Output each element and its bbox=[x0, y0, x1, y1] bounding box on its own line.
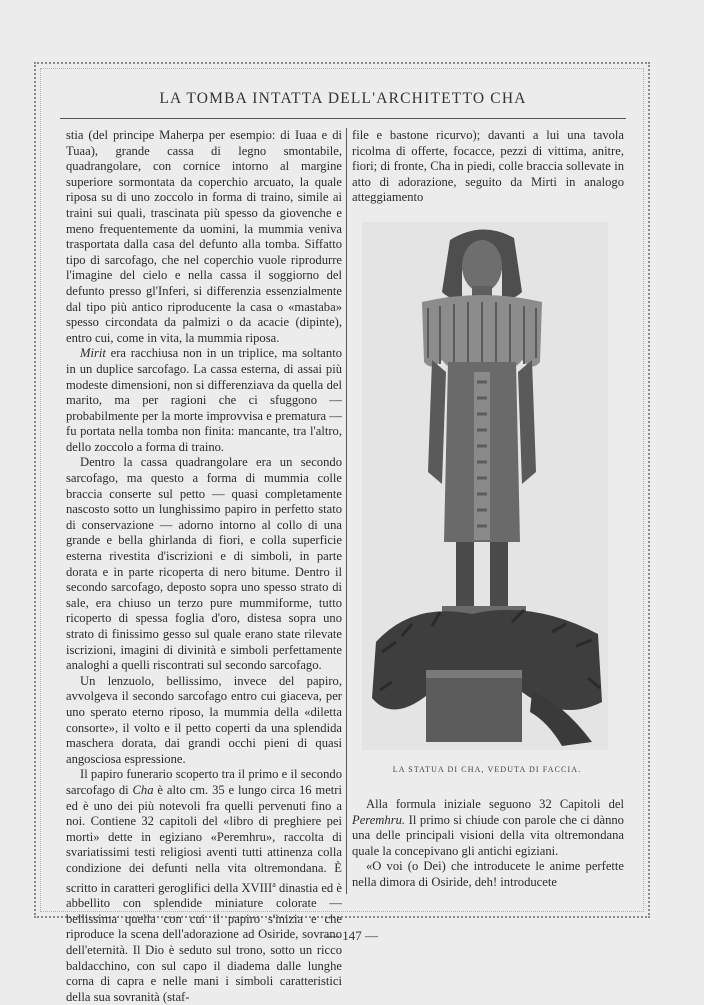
paragraph: Dentro la cassa quadrangolare era un secondo sarcofago, ma questo a forma di mummia colle braccia conserte sul petto — quasi completamente nascosto sotto un lunghissimo papiro in perfetto stato di conservazione — adorno intorno al collo di una grande e bella ghirlanda di fiori, e colla superficie esterna rivestita d'iscrizioni e di simboli, in parte dorata e in parte ricoperta di nero bitume. Dentro il secondo sarcofago, deposto sopra uno spesso strato di sale, era chiuso un terzo pure mummiforme, tutto ricoperto di spessa foglia d'oro, distesa sopra uno strato di finissimo gesso sul quale erano state rilevate iscrizioni, imagini di divinità e simboli perfettamente analoghi a quelli riscontrati sul secondo sarcofago. bbox=[66, 455, 342, 673]
right-column-bottom bbox=[352, 797, 624, 891]
right-column-top bbox=[352, 128, 624, 206]
paragraph: Un lenzuolo, bellissimo, invece del papiro, avvolgeva il secondo sarcofago entro cui giaceva, per uno sperato eterno riposo, la mummia della «diletta consorte», il volto e il petto coperti da una splendida maschera dorata, dai grandi occhi pieni di quasi angosciosa espressione. bbox=[66, 673, 342, 766]
paragraph: Mirit era racchiusa non in un triplice, ma soltanto in un duplice sarcofago. La cassa esterna, di assai più modeste dimensioni, non si differenziava da quella del marito, ma per ragioni che ci sfuggono — probabilmente per la morte improvvisa e prematura — fu portata nella tomba non finita: mancante, tra l'altro, dello zoccolo a forma di traino. bbox=[66, 346, 342, 454]
superscript-a: a bbox=[272, 879, 276, 889]
column-divider bbox=[346, 128, 347, 894]
statue-of-cha-image bbox=[362, 222, 608, 750]
running-title: LA TOMBA INTATTA DELL'ARCHITETTO CHA bbox=[159, 90, 527, 107]
statue-photograph bbox=[362, 222, 608, 750]
paragraph: Il papiro funerario scoperto tra il primo e il secondo sarcofago di Cha è alto cm. 35 e lungo circa 16 metri ed è uno dei più notevoli fra quelli pervenuti fino a noi. Contiene 32 capitoli del «libro di preghiere pei morti» dette in egiziano «Peremhru», raccolta di svariatissimi testi religiosi aventi tutti attinenza colla condizione dei defunti nella vita oltremondana. È scritto in caratteri geroglifici della XVIII$^a$ dinastia ed è abbellito con splendide miniature colorate — bellissima quella con cui il papiro s'inizia e che riproduce la scena dell'adorazione ad Osiride, sovrano dell'eternità. Il Dio è seduto sul trono, sotto un ricco baldacchino, con sul capo il diadema dalle lunghe corna di capra e nelle mani i simboli caratteristici della sua sovranità (staf- bbox=[66, 767, 342, 1004]
figure-caption: LA STATUA DI CHA, VEDUTA DI FACCIA. bbox=[392, 765, 582, 774]
italic-name-mirit: Mirit bbox=[80, 346, 106, 361]
italic-name-cha: Cha bbox=[132, 782, 154, 797]
paragraph: «O voi (o Dei) che introducete le anime perfette nella dimora di Osiride, deh! introducete bbox=[352, 859, 624, 889]
italic-word-peremhru: Peremhru. bbox=[352, 812, 406, 827]
page-number: — 147 — bbox=[326, 928, 378, 943]
left-column bbox=[66, 128, 342, 1005]
paragraph: Alla formula iniziale seguono 32 Capitoli del Peremhru. Il primo si chiude con parole che ci dànno una delle principali visioni della vita oltremondana quale la concepivano gli antichi egiziani. bbox=[352, 797, 624, 858]
header-rule bbox=[60, 118, 626, 119]
paragraph: file e bastone ricurvo); davanti a lui una tavola ricolma di offerte, focacce, pezzi di vittima, anitre, fiori; di fronte, Cha in piedi, colle braccia sollevate in atto di adorazione, seguito da Mirti in analogo atteggiamento bbox=[352, 128, 624, 205]
paragraph: stia (del principe Maherpa per esempio: di Iuaa e di Tuaa), grande cassa di legno smontabile, quadrangolare, con cornice intorno al margine superiore sormontata da coperchio arcuato, la quale riposa su di uno zoccolo in forma di traino, simile ai traini sui quali, trascinata più spesso da giovenche e meno frequentemente da uomini, la mummia veniva trasportata dalla casa del defunto alla tomba. Siffatto tipo di sarcofago, che nel coperchio vuole riprodurre l'imagine del cielo e nella cassa il soggiorno del defunto presso gl'Inferi, si differenzia essenzialmente dal tipo più antico riproducente la casa o «mastaba» spesso circondata da palmizi o da acacie (dipinte), entro cui, come in vita, la mummia riposa. bbox=[66, 128, 342, 345]
